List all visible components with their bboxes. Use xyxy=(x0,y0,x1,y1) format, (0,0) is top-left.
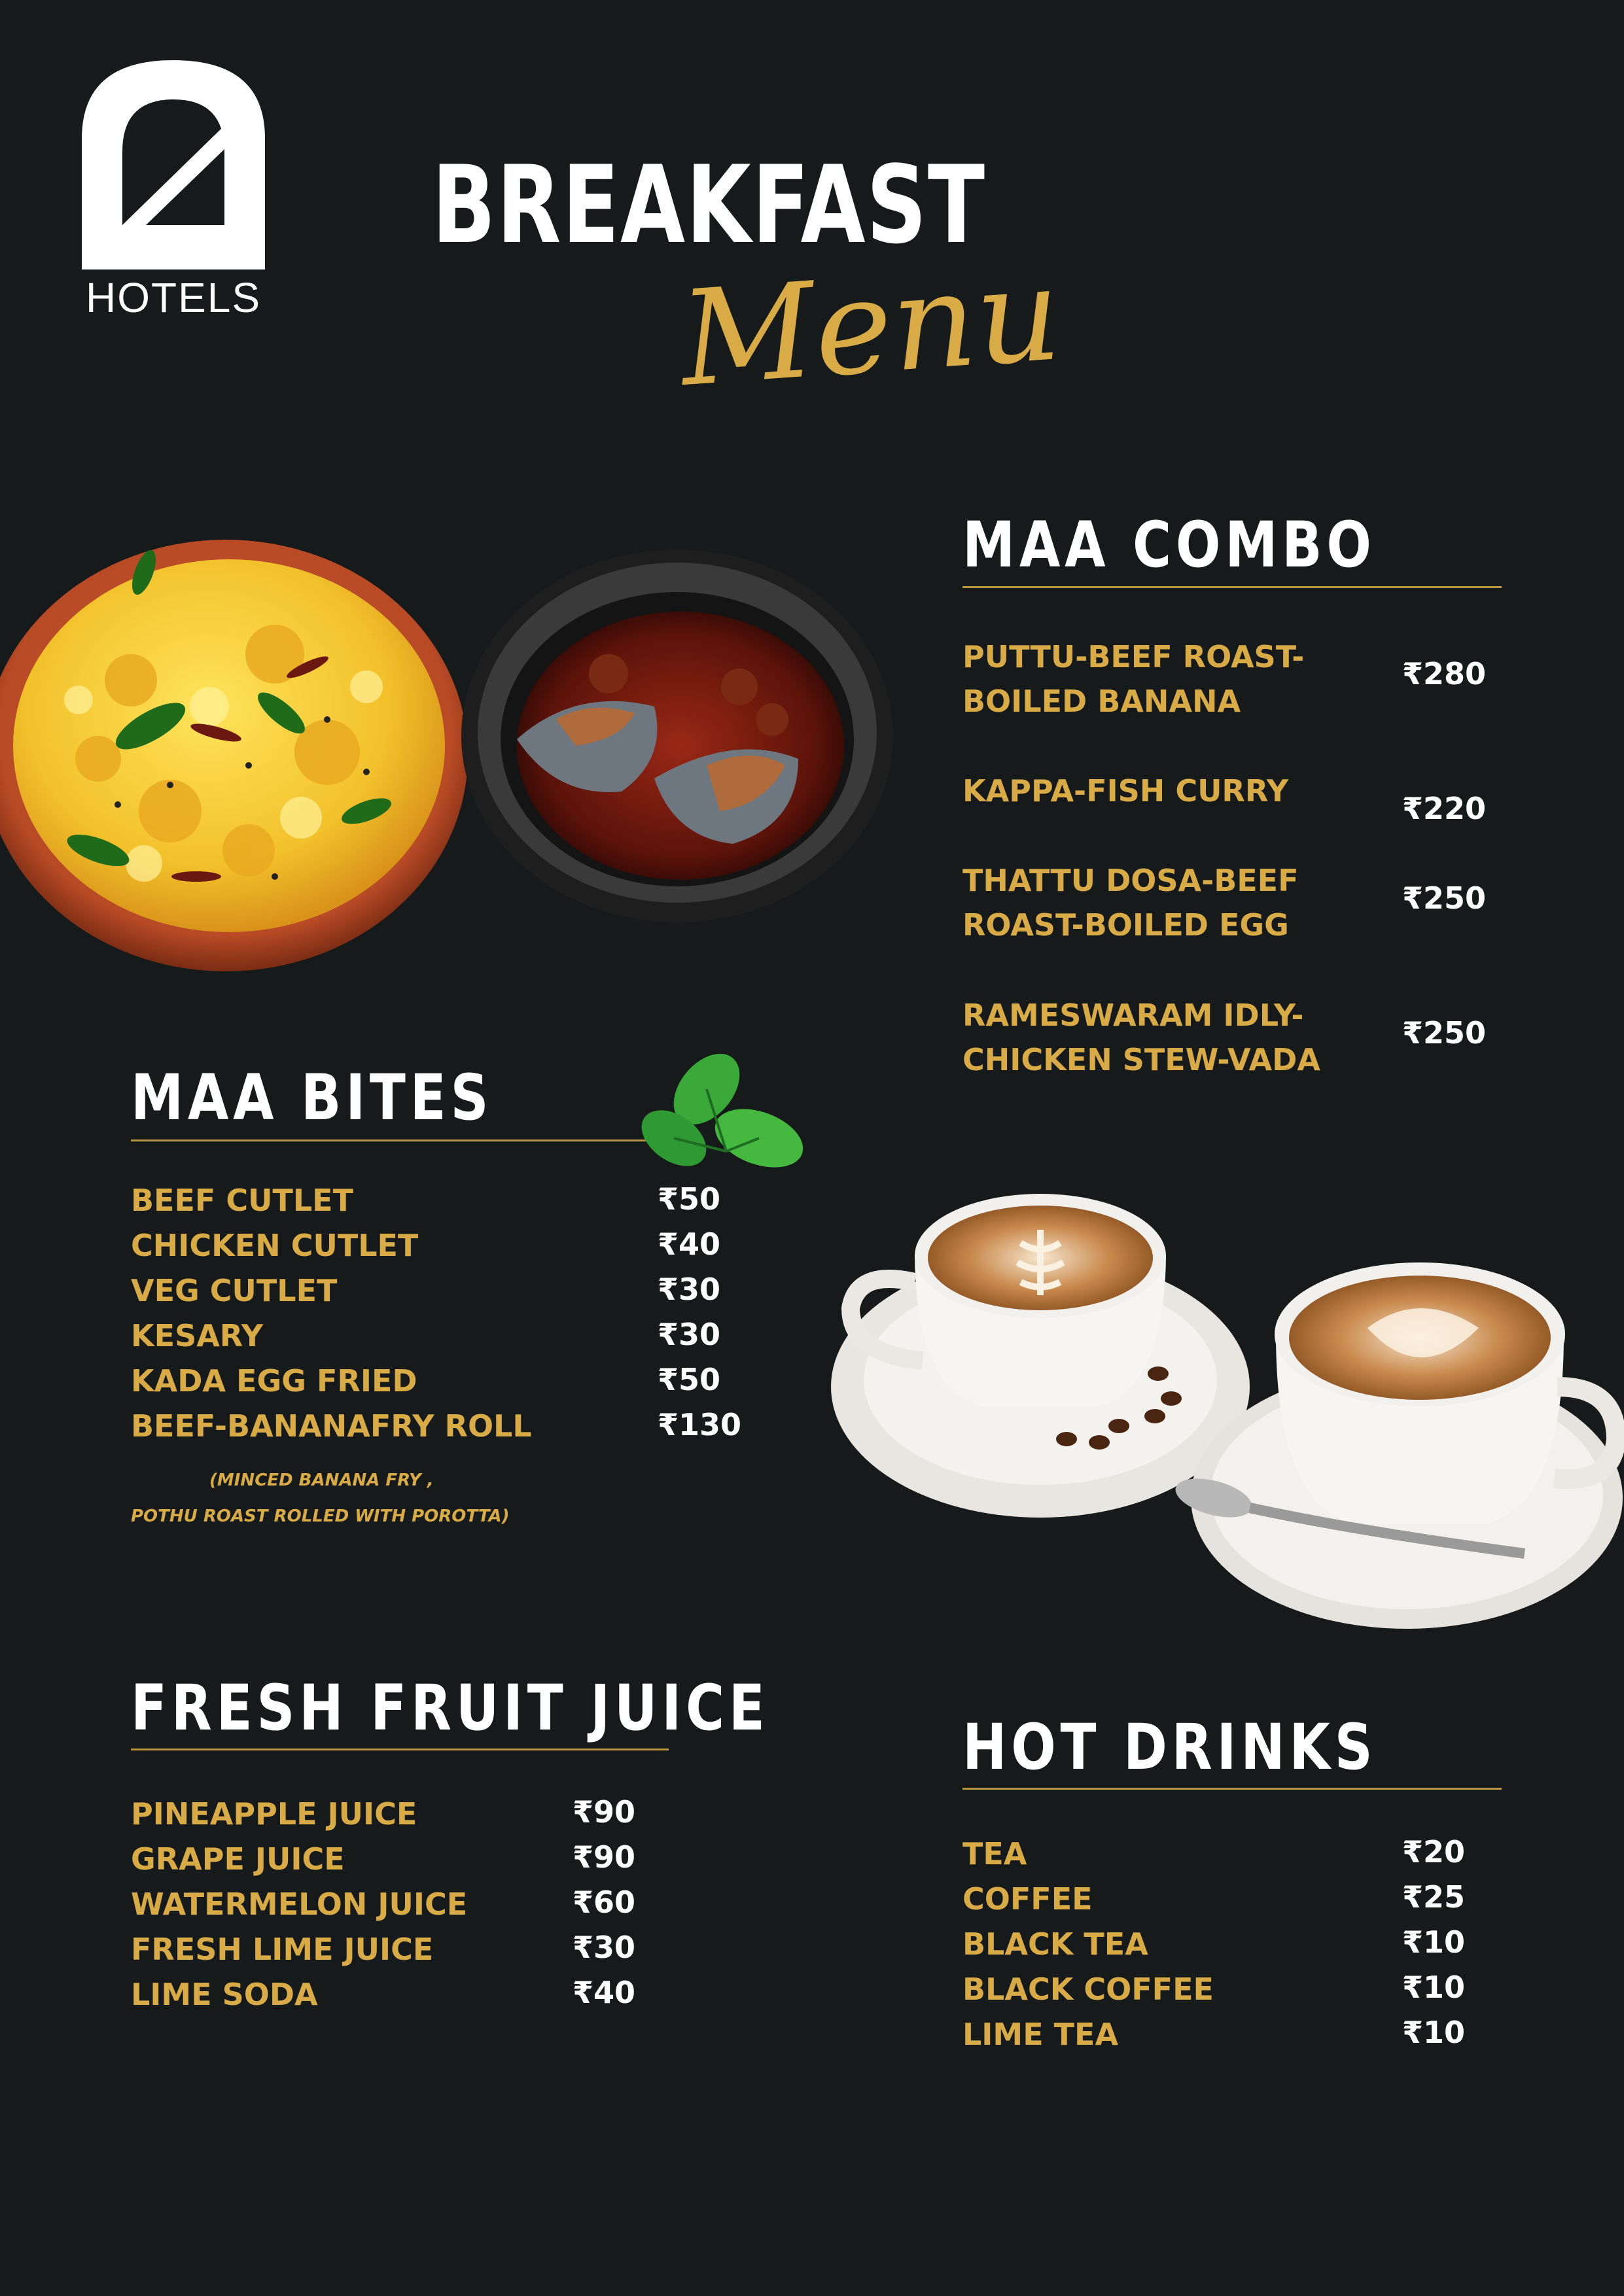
upma-plate-image xyxy=(0,536,478,981)
combo-item-price: ₹220 xyxy=(1402,791,1487,826)
bites-item-price: ₹30 xyxy=(658,1317,721,1352)
bites-item-name: VEG CUTLET xyxy=(131,1273,338,1308)
drink-item-price: ₹10 xyxy=(1402,2015,1466,2050)
bites-item-name: KADA EGG FRIED xyxy=(131,1363,417,1399)
combo-item-name: KAPPA-FISH CURRY xyxy=(962,773,1289,809)
juice-item-name: FRESH LIME JUICE xyxy=(131,1932,434,1967)
maa-combo-heading: MAA COMBO xyxy=(962,508,1376,582)
logo-text: HOTELS xyxy=(85,274,262,321)
fish-curry-pot-image xyxy=(458,543,903,922)
combo-item-name: THATTU DOSA-BEEF ROAST-BOILED EGG xyxy=(962,863,1299,943)
combo-item-price: ₹250 xyxy=(1402,1015,1487,1051)
combo-item-price: ₹250 xyxy=(1402,880,1487,916)
bites-note-line2: POTHU ROAST ROLLED WITH POROTTA) xyxy=(131,1506,510,1526)
maa-bites-divider xyxy=(131,1139,654,1141)
combo-item-name: PUTTU-BEEF ROAST-BOILED BANANA xyxy=(962,639,1305,719)
drink-item-name: LIME TEA xyxy=(962,2017,1119,2052)
bites-item-price: ₹30 xyxy=(658,1272,721,1307)
juice-item-name: LIME SODA xyxy=(131,1977,318,2012)
mint-leaves-image xyxy=(635,1040,808,1177)
drink-item-name: COFFEE xyxy=(962,1881,1093,1917)
bites-item-name: CHICKEN CUTLET xyxy=(131,1228,419,1263)
juice-item-price: ₹60 xyxy=(573,1885,636,1920)
juice-item-price: ₹30 xyxy=(573,1930,636,1965)
hot-drinks-divider xyxy=(962,1788,1502,1790)
bites-item-price: ₹40 xyxy=(658,1226,721,1262)
bites-item-name: BEEF CUTLET xyxy=(131,1183,353,1218)
coffee-cups-image xyxy=(831,1191,1624,1675)
combo-item-price: ₹280 xyxy=(1402,656,1487,691)
bites-item-name: BEEF-BANANAFRY ROLL xyxy=(131,1408,532,1444)
bites-item-price: ₹50 xyxy=(658,1181,721,1217)
drink-item-name: BLACK COFFEE xyxy=(962,1972,1214,2007)
menu-title: BREAKFAST xyxy=(432,143,986,268)
drink-item-name: TEA xyxy=(962,1836,1027,1871)
juice-item-name: GRAPE JUICE xyxy=(131,1841,345,1877)
drink-item-price: ₹10 xyxy=(1402,1924,1466,1960)
juice-item-price: ₹40 xyxy=(573,1975,636,2010)
bites-item-name: KESARY xyxy=(131,1318,264,1353)
fruit-juice-divider xyxy=(131,1748,669,1750)
drink-item-name: BLACK TEA xyxy=(962,1926,1148,1962)
drink-item-price: ₹25 xyxy=(1402,1879,1466,1915)
bites-item-price: ₹130 xyxy=(658,1407,742,1442)
juice-item-price: ₹90 xyxy=(573,1839,636,1875)
juice-item-price: ₹90 xyxy=(573,1794,636,1830)
drink-item-price: ₹10 xyxy=(1402,1970,1466,2005)
combo-item-name: RAMESWARAM IDLY-CHICKEN STEW-VADA xyxy=(962,998,1320,1077)
maa-combo-divider xyxy=(962,586,1502,588)
hot-drinks-heading: HOT DRINKS xyxy=(962,1711,1377,1784)
maa-bites-heading: MAA BITES xyxy=(131,1061,493,1134)
drink-item-price: ₹20 xyxy=(1402,1834,1466,1870)
bites-note-line1: (MINCED BANANA FRY , xyxy=(209,1470,434,1490)
juice-item-name: PINEAPPLE JUICE xyxy=(131,1796,417,1832)
bites-item-price: ₹50 xyxy=(658,1362,721,1397)
juice-item-name: WATERMELON JUICE xyxy=(131,1887,468,1922)
fruit-juice-heading: FRESH FRUIT JUICE xyxy=(131,1671,769,1745)
menu-subtitle: Menu xyxy=(675,237,1066,416)
